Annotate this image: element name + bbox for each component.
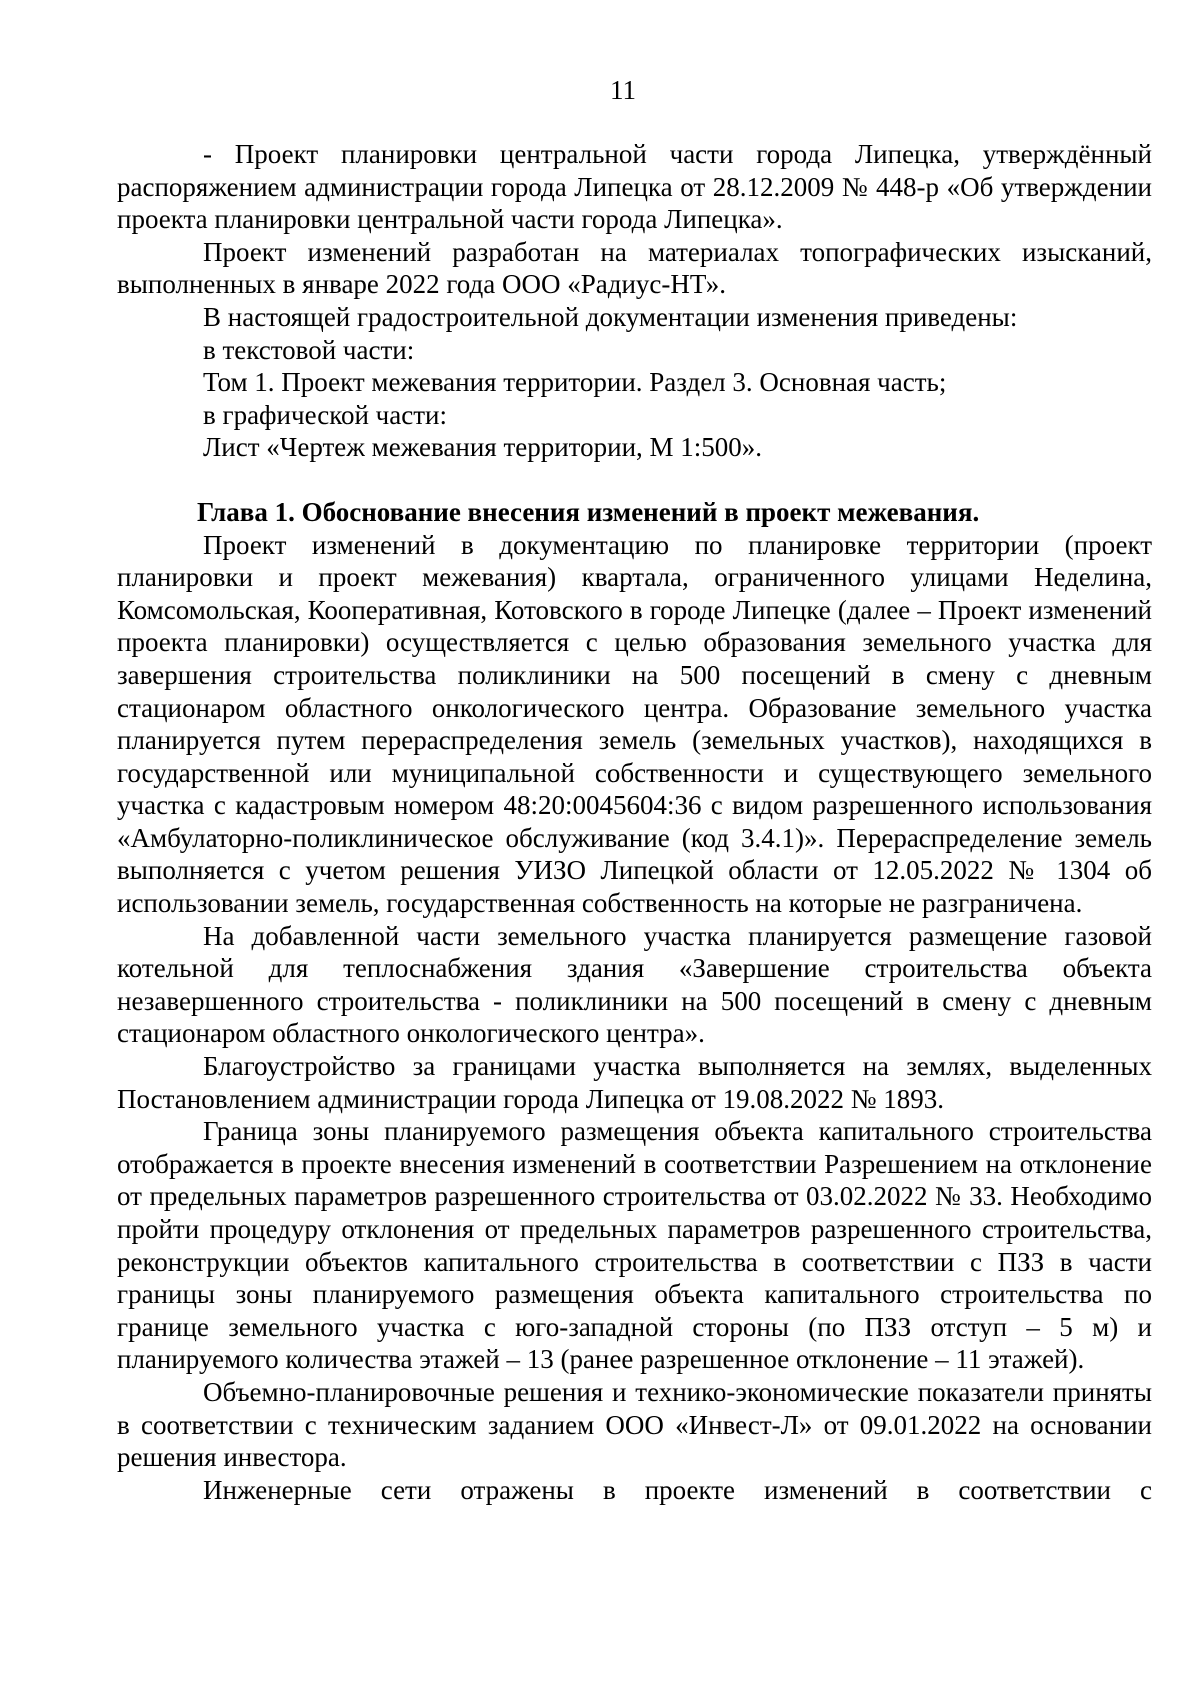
paragraph-main-3: Благоустройство за границами участка выполняется на землях, выделенных Постановлением администрации города Липецка от 19.08.2022 № 1893.: [117, 1051, 1152, 1114]
chapter-heading: Глава 1. Обоснование внесения изменений в проект межевания.: [197, 496, 980, 527]
paragraph-main-1: Проект изменений в документацию по планировке территории (проект планировки и проект межевания) квартала, ограниченного улицами Неделина, Комсомольская, Кооперативная, Котовского в городе Липецке (далее – Проект изменений проекта планировки) осуществляется с целью образования земельного участка для завершения строительства поликлиники на 500 посещений в смену с дневным стационаром областного онкологического центра. Образование земельного участка планируется путем перераспределения земель (земельных участков), находящихся в государственной или муниципальной собственности и существующего земельного участка с кадастровым номером 48:20:0045604:36 с видом разрешенного использования «Амбулаторно-поликлиническое обслуживание (код 3.4.1)». Перераспределение земель выполняется с учетом решения УИЗО Липецкой области от 12.05.2022 № 1304 об использовании земель, государственная собственность на которые не разграничена.: [117, 529, 1152, 919]
document-body: [117, 138, 1152, 1506]
paragraph-intro-4: в текстовой части:: [203, 334, 415, 365]
paragraph-intro-7: Лист «Чертеж межевания территории, М 1:500».: [203, 432, 763, 463]
paragraph-intro-3: В настоящей градостроительной документации изменения приведены:: [203, 301, 1018, 332]
paragraph-intro-1: - Проект планировки центральной части города Липецка, утверждённый распоряжением администрации города Липецка от 28.12.2009 № 448-р «Об утверждении проекта планировки центральной части города Липецка».: [117, 139, 1152, 235]
paragraph-main-2: На добавленной части земельного участка планируется размещение газовой котельной для теплоснабжения здания «Завершение строительства объекта незавершенного строительства - поликлиники на 500 посещений в смену с дневным стационаром областного онкологического центра».: [117, 920, 1152, 1049]
paragraph-main-5: Объемно-планировочные решения и технико-экономические показатели приняты в соответствии с техническим заданием ООО «Инвест-Л» от 09.01.2022 на основании решения инвестора.: [117, 1376, 1152, 1473]
paragraph-intro-6: в графической части:: [203, 399, 447, 430]
paragraph-main-6: Инженерные сети отражены в проекте изменений в соответствии с: [203, 1474, 1152, 1505]
page-number: 11: [610, 75, 636, 105]
paragraph-intro-5: Том 1. Проект межевания территории. Раздел 3. Основная часть;: [203, 367, 947, 398]
paragraph-main-4: Граница зоны планируемого размещения объекта капитального строительства отображается в проекте внесения изменений в соответствии Разрешением на отклонение от предельных параметров разрешенного строительства от 03.02.2022 № 33. Необходимо пройти процедуру отклонения от предельных параметров разрешенного строительства, реконструкции объектов капитального строительства в соответствии с ПЗЗ в части границы зоны планируемого размещения объекта капитального строительства по границе земельного участка с юго-западной стороны (по ПЗЗ отступ – 5 м) и планируемого количества этажей – 13 (ранее разрешенное отклонение – 11 этажей).: [117, 1116, 1152, 1375]
paragraph-intro-2: Проект изменений разработан на материалах топографических изысканий, выполненных в январе 2022 года ООО «Радиус-НТ».: [117, 236, 1152, 300]
